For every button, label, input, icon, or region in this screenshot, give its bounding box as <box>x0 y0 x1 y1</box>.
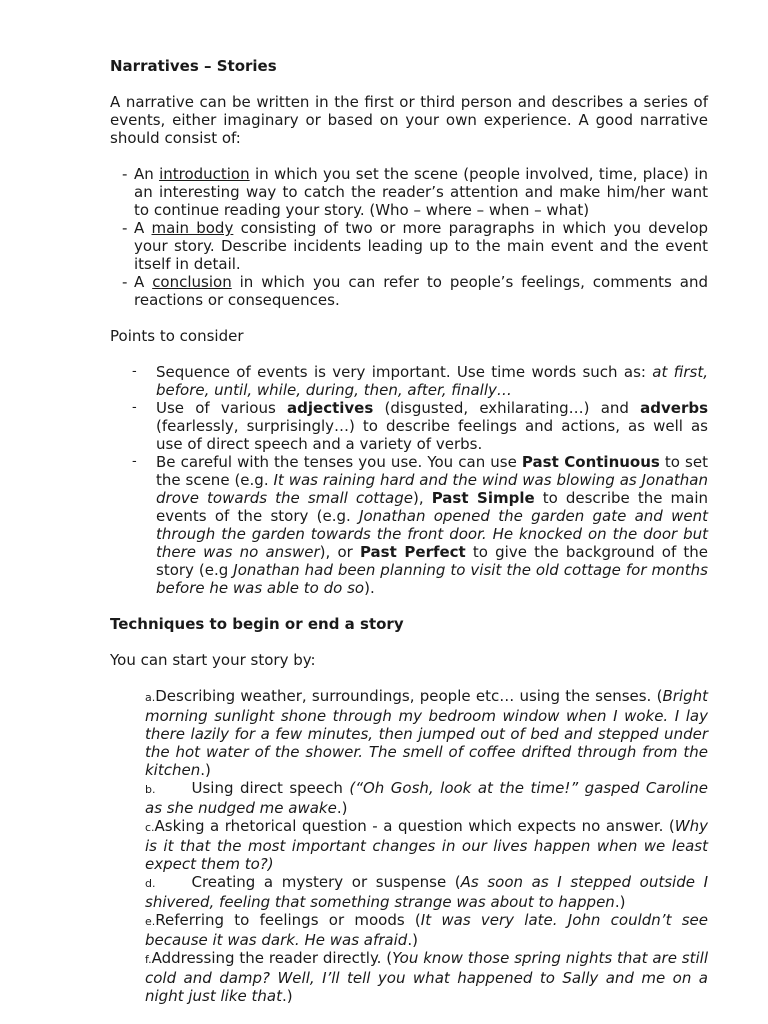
item-letter: b. <box>145 783 156 796</box>
points-list <box>110 363 708 597</box>
item-letter: a. <box>145 691 156 704</box>
technique-item-c: c.Asking a rhetorical question - a question which expects no answer. (Why is it that the most important changes in our lives happen when we least expect them to?) <box>145 817 708 873</box>
technique-item-d: d. Creating a mystery or suspense (As soon as I stepped outside I shivered, feeling that something strange was about to happen.) <box>145 873 708 911</box>
techniques-list <box>110 687 708 1005</box>
document-title: Narratives – Stories <box>110 57 277 75</box>
point-sequence: - Sequence of events is very important. Use time words such as: at first, before, until, while, during, then, after, finally… <box>132 363 708 399</box>
item-letter: f. <box>145 953 152 966</box>
technique-item-f: f.Addressing the reader directly. (You know those spring nights that are still cold and damp? Well, I’ll tell you what happened to Sally and me on a night just like that.) <box>145 949 708 1005</box>
list-item-conclusion: - A conclusion in which you can refer to people’s feelings, comments and reactions or consequences. <box>122 273 708 309</box>
technique-item-e: e.Referring to feelings or moods (It was very late. John couldn’t see because it was dark. He was afraid.) <box>145 911 708 949</box>
document-page <box>110 57 708 1005</box>
list-dash: - <box>132 454 137 469</box>
technique-item-b: b. Using direct speech (“Oh Gosh, look at the time!” gasped Caroline as she nudged me awake.) <box>145 779 709 817</box>
list-item-introduction: - An introduction in which you set the scene (people involved, time, place) in an interesting way to catch the reader’s attention and make him/her want to continue reading your story. (Who – where – when – what) <box>122 165 708 219</box>
technique-item-a: a.Describing weather, surroundings, people etc… using the senses. (Bright morning sunlight shone through my bedroom window when I woke. I lay there lazily for a few minutes, then jumped out of bed and stepped under the hot water of the shower. The smell of coffee drifted through from the kitchen.) <box>145 687 708 779</box>
point-tenses: - Be careful with the tenses you use. You can use Past Continuous to set the scene (e.g. It was raining hard and the wind was blowing as Jonathan drove towards the small cottage), Past Simple to describe the main events of the story (e.g. Jonathan opened the garden gate and went through the garden towards the front door. He knocked on the door but there was no answer), or Past Perfect to give the background of the story (e.g Jonathan had been planning to visit the old cottage for months before he was able to do so). <box>132 453 709 597</box>
list-dash: - <box>122 165 128 183</box>
item-letter: e. <box>145 915 156 928</box>
intro-paragraph: A narrative can be written in the first or third person and describes a series of events, either imaginary or based on your own experience. A good narrative should consist of: <box>110 93 708 147</box>
term-introduction: introduction <box>159 165 250 183</box>
list-dash: - <box>122 219 128 237</box>
point-adjectives-adverbs: - Use of various adjectives (disgusted, exhilarating…) and adverbs (fearlessly, surprisingly…) to describe feelings and actions, as well as use of direct speech and a variety of verbs. <box>132 399 709 453</box>
start-label: You can start your story by: <box>110 651 316 669</box>
list-dash: - <box>132 364 137 379</box>
term-conclusion: conclusion <box>152 273 232 291</box>
points-heading: Points to consider <box>110 327 244 345</box>
term-main-body: main body <box>151 219 234 237</box>
techniques-heading: Techniques to begin or end a story <box>110 615 404 633</box>
list-dash: - <box>132 400 137 415</box>
item-letter: c. <box>145 821 155 834</box>
item-letter: d. <box>145 877 156 890</box>
list-item-main-body: - A main body consisting of two or more paragraphs in which you develop your story. Describe incidents leading up to the main event and the event itself in detail. <box>122 219 709 273</box>
narrative-parts-list <box>110 165 708 309</box>
list-dash: - <box>122 273 128 291</box>
